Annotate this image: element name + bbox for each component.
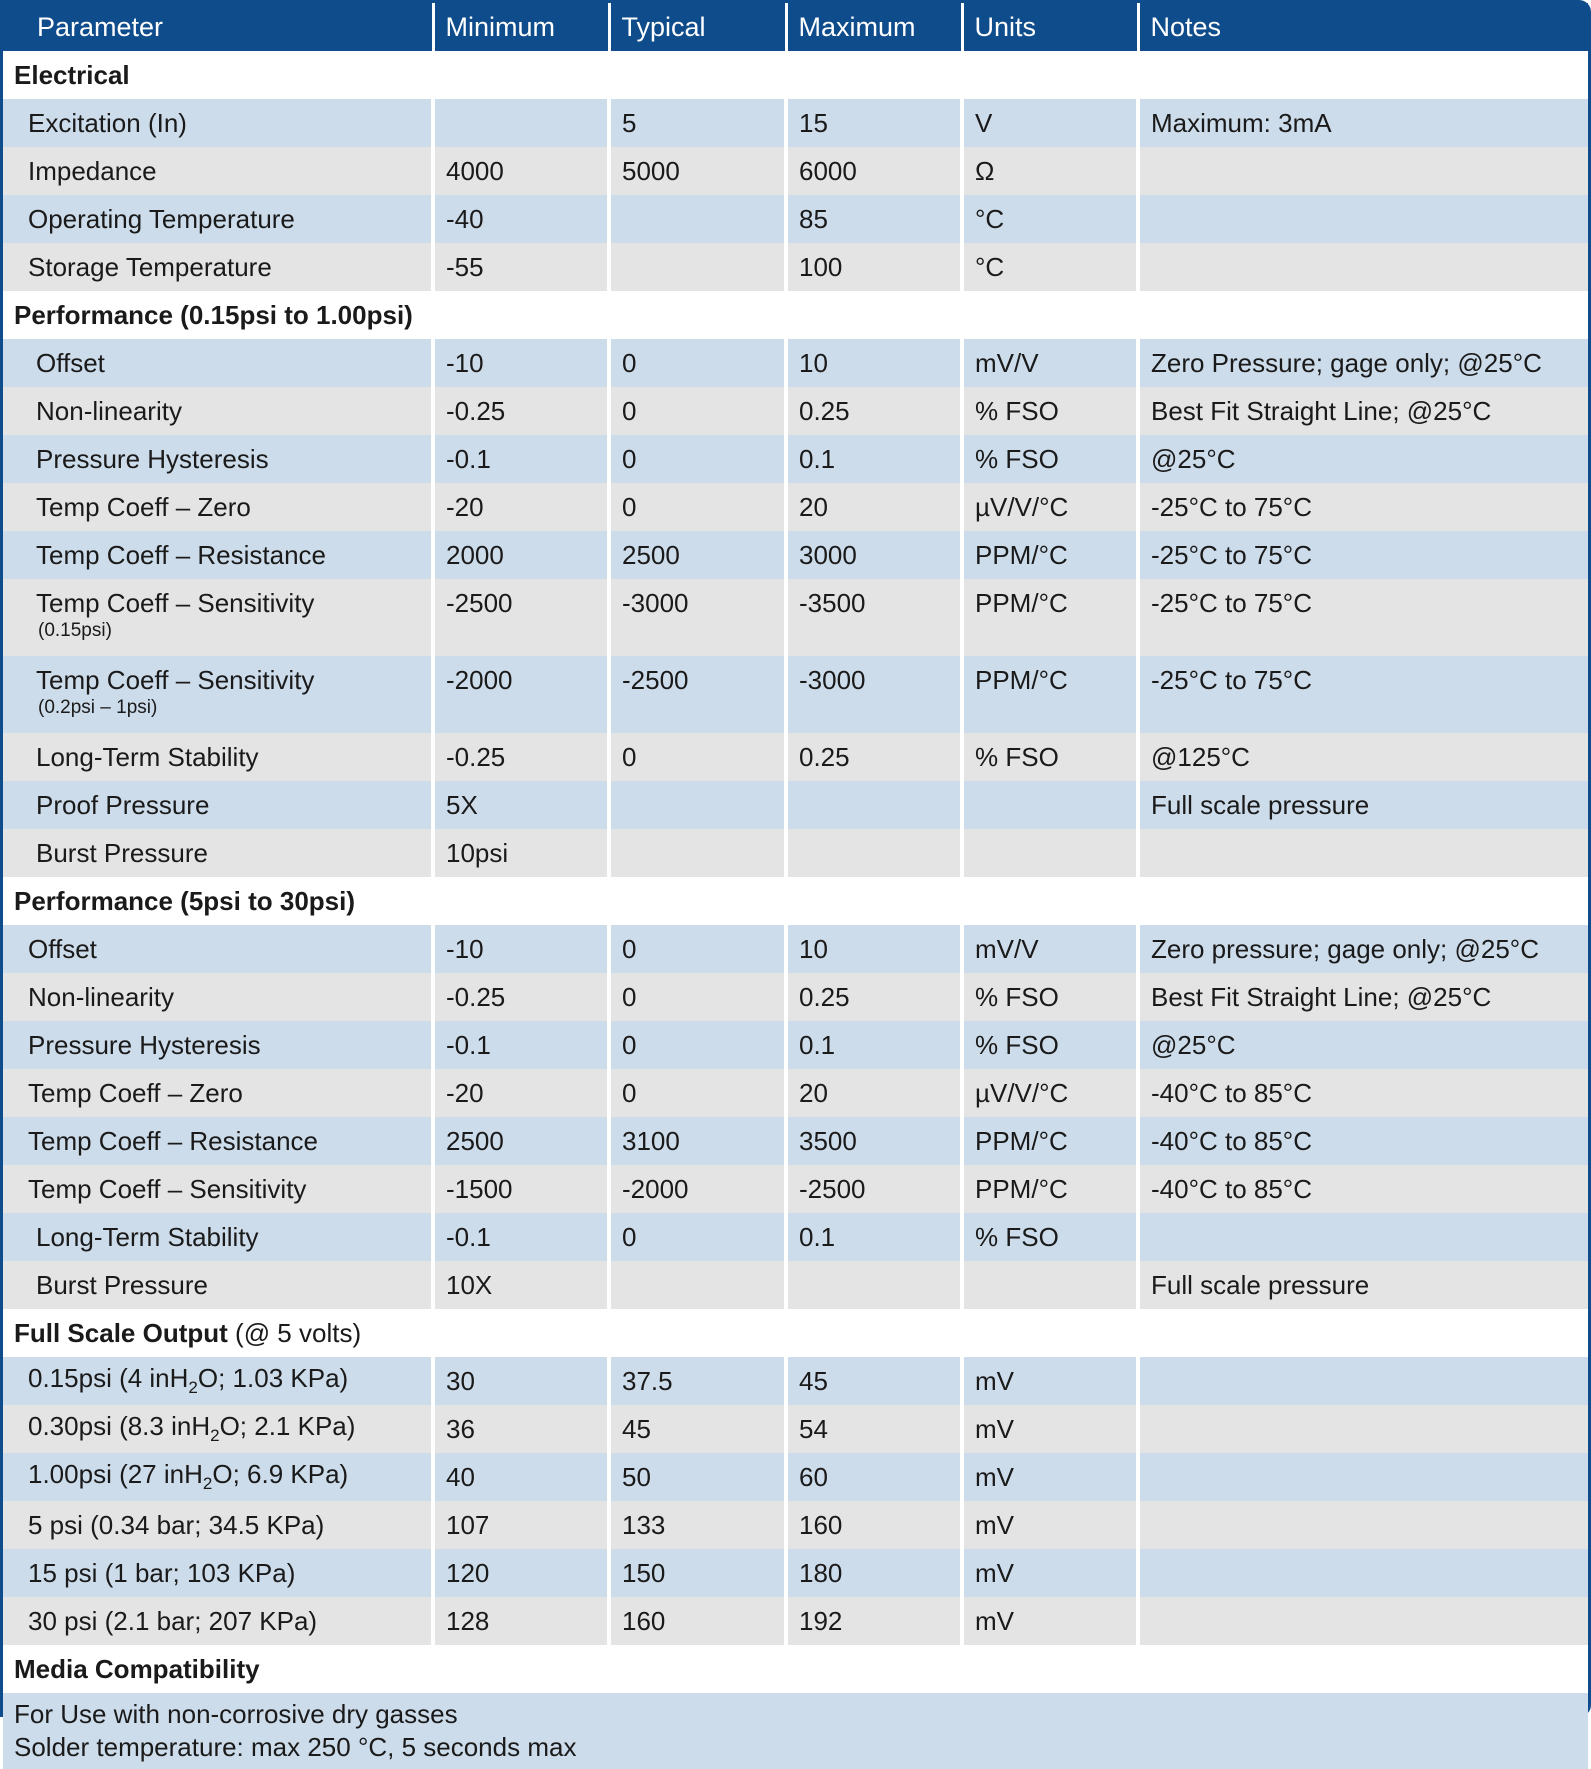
notes-cell bbox=[1138, 147, 1588, 195]
notes-cell bbox=[1138, 1357, 1588, 1405]
units-cell: mV bbox=[962, 1501, 1138, 1549]
max-cell: 192 bbox=[786, 1597, 962, 1645]
typ-cell: 0 bbox=[609, 483, 786, 531]
typ-cell: -2000 bbox=[609, 1165, 786, 1213]
notes-cell bbox=[1138, 1597, 1588, 1645]
units-cell: % FSO bbox=[962, 435, 1138, 483]
param-subnote: (0.15psi) bbox=[38, 620, 112, 641]
typ-cell: 0 bbox=[609, 387, 786, 435]
min-cell: 4000 bbox=[433, 147, 609, 195]
notes-cell: @25°C bbox=[1138, 435, 1588, 483]
param-cell: Non-linearity bbox=[3, 973, 433, 1021]
param-label: Temp Coeff – Sensitivity bbox=[36, 665, 315, 695]
table-row bbox=[3, 1453, 1588, 1501]
units-cell: PPM/°C bbox=[962, 1165, 1138, 1213]
param-cell: Operating Temperature bbox=[3, 195, 433, 243]
param-cell bbox=[3, 1453, 433, 1501]
subscript: 2 bbox=[202, 1474, 213, 1494]
min-cell: -0.1 bbox=[433, 1213, 609, 1261]
min-cell: -0.25 bbox=[433, 973, 609, 1021]
param-cell bbox=[3, 579, 433, 656]
param-text: 0.15psi (4 inH bbox=[28, 1363, 189, 1394]
units-cell: mV bbox=[962, 1597, 1138, 1645]
section-title-text: Full Scale Output bbox=[14, 1317, 228, 1348]
typ-cell: 5000 bbox=[609, 147, 786, 195]
typ-cell: -3000 bbox=[609, 579, 786, 656]
table-row bbox=[3, 339, 1588, 387]
min-cell: -40 bbox=[433, 195, 609, 243]
max-cell: 160 bbox=[786, 1501, 962, 1549]
table-row bbox=[3, 1213, 1588, 1261]
typ-cell bbox=[609, 243, 786, 291]
param-cell: Storage Temperature bbox=[3, 243, 433, 291]
col-header-units: Units bbox=[962, 3, 1138, 51]
table-row bbox=[3, 99, 1588, 147]
min-cell: 2500 bbox=[433, 1117, 609, 1165]
units-cell: mV bbox=[962, 1549, 1138, 1597]
min-cell: 36 bbox=[433, 1405, 609, 1453]
min-cell: 30 bbox=[433, 1357, 609, 1405]
notes-cell: Full scale pressure bbox=[1138, 1261, 1588, 1309]
min-cell: 120 bbox=[433, 1549, 609, 1597]
media-note-cell bbox=[3, 1693, 1588, 1769]
param-cell: Burst Pressure bbox=[3, 829, 433, 877]
max-cell: 0.1 bbox=[786, 435, 962, 483]
typ-cell: 0 bbox=[609, 925, 786, 973]
typ-cell: 0 bbox=[609, 1213, 786, 1261]
param-cell: 5 psi (0.34 bar; 34.5 KPa) bbox=[3, 1501, 433, 1549]
notes-cell bbox=[1138, 1501, 1588, 1549]
max-cell: 100 bbox=[786, 243, 962, 291]
max-cell: 15 bbox=[786, 99, 962, 147]
max-cell: -3500 bbox=[786, 579, 962, 656]
section-title-suffix: (@ 5 volts) bbox=[235, 1317, 362, 1348]
table-row bbox=[3, 195, 1588, 243]
typ-cell: -2500 bbox=[609, 656, 786, 733]
notes-cell: -25°C to 75°C bbox=[1138, 656, 1588, 733]
section-title-full-scale bbox=[3, 1309, 1588, 1357]
param-cell: Impedance bbox=[3, 147, 433, 195]
max-cell: 60 bbox=[786, 1453, 962, 1501]
max-cell: 10 bbox=[786, 925, 962, 973]
table-row bbox=[3, 781, 1588, 829]
typ-cell: 3100 bbox=[609, 1117, 786, 1165]
notes-cell: Zero Pressure; gage only; @25°C bbox=[1138, 339, 1588, 387]
param-cell: Proof Pressure bbox=[3, 781, 433, 829]
param-label: Temp Coeff – Sensitivity bbox=[36, 588, 315, 618]
notes-cell: -25°C to 75°C bbox=[1138, 531, 1588, 579]
notes-cell: -40°C to 85°C bbox=[1138, 1117, 1588, 1165]
units-cell: °C bbox=[962, 243, 1138, 291]
param-text: O; 2.1 KPa) bbox=[219, 1411, 356, 1442]
param-cell bbox=[3, 1405, 433, 1453]
units-cell: mV bbox=[962, 1357, 1138, 1405]
notes-cell: Best Fit Straight Line; @25°C bbox=[1138, 973, 1588, 1021]
notes-cell bbox=[1138, 1405, 1588, 1453]
section-title-performance-high: Performance (5psi to 30psi) bbox=[3, 877, 1588, 925]
units-cell: % FSO bbox=[962, 387, 1138, 435]
max-cell: 3500 bbox=[786, 1117, 962, 1165]
param-text: O; 6.9 KPa) bbox=[212, 1459, 349, 1490]
max-cell: 0.25 bbox=[786, 973, 962, 1021]
max-cell bbox=[786, 781, 962, 829]
typ-cell: 150 bbox=[609, 1549, 786, 1597]
max-cell: -2500 bbox=[786, 1165, 962, 1213]
units-cell bbox=[962, 781, 1138, 829]
param-cell: Burst Pressure bbox=[3, 1261, 433, 1309]
param-cell: Excitation (In) bbox=[3, 99, 433, 147]
notes-cell bbox=[1138, 1549, 1588, 1597]
table-row bbox=[3, 1549, 1588, 1597]
units-cell: mV bbox=[962, 1453, 1138, 1501]
table-row bbox=[3, 243, 1588, 291]
media-note-line: For Use with non-corrosive dry gasses bbox=[14, 1699, 458, 1729]
table-row bbox=[3, 531, 1588, 579]
min-cell: -0.1 bbox=[433, 435, 609, 483]
section-title-performance-low: Performance (0.15psi to 1.00psi) bbox=[3, 291, 1588, 339]
param-cell: Pressure Hysteresis bbox=[3, 435, 433, 483]
typ-cell: 0 bbox=[609, 1021, 786, 1069]
section-title-media: Media Compatibility bbox=[3, 1645, 1588, 1693]
table-row bbox=[3, 1117, 1588, 1165]
section-title-electrical: Electrical bbox=[3, 51, 1588, 99]
min-cell: -20 bbox=[433, 1069, 609, 1117]
subscript: 2 bbox=[210, 1426, 220, 1446]
param-text: 0.30psi (8.3 inH bbox=[28, 1411, 211, 1442]
min-cell: 10psi bbox=[433, 829, 609, 877]
param-cell: 15 psi (1 bar; 103 KPa) bbox=[3, 1549, 433, 1597]
notes-cell: @125°C bbox=[1138, 733, 1588, 781]
units-cell: % FSO bbox=[962, 1213, 1138, 1261]
media-note-row bbox=[3, 1693, 1588, 1769]
max-cell: 45 bbox=[786, 1357, 962, 1405]
max-cell: 10 bbox=[786, 339, 962, 387]
typ-cell bbox=[609, 829, 786, 877]
units-cell bbox=[962, 829, 1138, 877]
notes-cell: Maximum: 3mA bbox=[1138, 99, 1588, 147]
typ-cell bbox=[609, 781, 786, 829]
min-cell: 128 bbox=[433, 1597, 609, 1645]
table-row bbox=[3, 1405, 1588, 1453]
max-cell: 0.1 bbox=[786, 1021, 962, 1069]
param-cell: Temp Coeff – Sensitivity bbox=[3, 1165, 433, 1213]
table-row bbox=[3, 387, 1588, 435]
notes-cell bbox=[1138, 829, 1588, 877]
notes-cell: -40°C to 85°C bbox=[1138, 1069, 1588, 1117]
table-row bbox=[3, 579, 1588, 656]
notes-cell bbox=[1138, 243, 1588, 291]
min-cell: 40 bbox=[433, 1453, 609, 1501]
min-cell: -2500 bbox=[433, 579, 609, 656]
min-cell: 10X bbox=[433, 1261, 609, 1309]
param-cell: Temp Coeff – Resistance bbox=[3, 531, 433, 579]
max-cell: 0.25 bbox=[786, 387, 962, 435]
units-cell: µV/V/°C bbox=[962, 1069, 1138, 1117]
typ-cell: 0 bbox=[609, 435, 786, 483]
param-cell: Long-Term Stability bbox=[3, 1213, 433, 1261]
section-row bbox=[3, 1309, 1588, 1357]
notes-cell: -25°C to 75°C bbox=[1138, 579, 1588, 656]
max-cell: 180 bbox=[786, 1549, 962, 1597]
max-cell: 0.25 bbox=[786, 733, 962, 781]
table-row bbox=[3, 1261, 1588, 1309]
typ-cell: 37.5 bbox=[609, 1357, 786, 1405]
table-row bbox=[3, 925, 1588, 973]
section-row bbox=[3, 291, 1588, 339]
header-row bbox=[3, 3, 1588, 51]
param-cell: Non-linearity bbox=[3, 387, 433, 435]
table-row bbox=[3, 435, 1588, 483]
typ-cell: 133 bbox=[609, 1501, 786, 1549]
param-cell: Temp Coeff – Zero bbox=[3, 483, 433, 531]
units-cell: PPM/°C bbox=[962, 579, 1138, 656]
col-header-typical: Typical bbox=[609, 3, 786, 51]
notes-cell: Full scale pressure bbox=[1138, 781, 1588, 829]
param-cell: Offset bbox=[3, 339, 433, 387]
table-row bbox=[3, 973, 1588, 1021]
col-header-minimum: Minimum bbox=[433, 3, 609, 51]
min-cell: 5X bbox=[433, 781, 609, 829]
param-text: O; 1.03 KPa) bbox=[197, 1363, 349, 1394]
table-row bbox=[3, 1597, 1588, 1645]
units-cell: µV/V/°C bbox=[962, 483, 1138, 531]
notes-cell bbox=[1138, 1453, 1588, 1501]
typ-cell: 0 bbox=[609, 1069, 786, 1117]
min-cell: 107 bbox=[433, 1501, 609, 1549]
max-cell: 20 bbox=[786, 1069, 962, 1117]
typ-cell: 0 bbox=[609, 733, 786, 781]
typ-cell: 50 bbox=[609, 1453, 786, 1501]
table-row bbox=[3, 1501, 1588, 1549]
param-cell: Long-Term Stability bbox=[3, 733, 433, 781]
col-header-maximum: Maximum bbox=[786, 3, 962, 51]
table-row bbox=[3, 147, 1588, 195]
table-row bbox=[3, 1069, 1588, 1117]
media-note-line: Solder temperature: max 250 °C, 5 seconds max bbox=[14, 1732, 577, 1762]
min-cell: -10 bbox=[433, 925, 609, 973]
units-cell: % FSO bbox=[962, 733, 1138, 781]
notes-cell: @25°C bbox=[1138, 1021, 1588, 1069]
units-cell: V bbox=[962, 99, 1138, 147]
table-row bbox=[3, 1021, 1588, 1069]
max-cell: 20 bbox=[786, 483, 962, 531]
section-row bbox=[3, 1645, 1588, 1693]
notes-cell: Best Fit Straight Line; @25°C bbox=[1138, 387, 1588, 435]
units-cell: mV/V bbox=[962, 339, 1138, 387]
table-row bbox=[3, 656, 1588, 733]
min-cell: -20 bbox=[433, 483, 609, 531]
notes-cell: -25°C to 75°C bbox=[1138, 483, 1588, 531]
min-cell: 2000 bbox=[433, 531, 609, 579]
param-cell: Temp Coeff – Resistance bbox=[3, 1117, 433, 1165]
min-cell: -1500 bbox=[433, 1165, 609, 1213]
min-cell: -55 bbox=[433, 243, 609, 291]
notes-cell: Zero pressure; gage only; @25°C bbox=[1138, 925, 1588, 973]
table-row bbox=[3, 1357, 1588, 1405]
specifications-table bbox=[3, 3, 1588, 1769]
units-cell: °C bbox=[962, 195, 1138, 243]
typ-cell bbox=[609, 195, 786, 243]
units-cell: mV bbox=[962, 1405, 1138, 1453]
max-cell bbox=[786, 829, 962, 877]
table-row bbox=[3, 733, 1588, 781]
max-cell bbox=[786, 1261, 962, 1309]
min-cell: -10 bbox=[433, 339, 609, 387]
col-header-parameter: Parameter bbox=[3, 3, 433, 51]
typ-cell: 45 bbox=[609, 1405, 786, 1453]
max-cell: -3000 bbox=[786, 656, 962, 733]
section-row bbox=[3, 51, 1588, 99]
max-cell: 3000 bbox=[786, 531, 962, 579]
param-cell bbox=[3, 1357, 433, 1405]
units-cell: mV/V bbox=[962, 925, 1138, 973]
units-cell: % FSO bbox=[962, 1021, 1138, 1069]
table-row bbox=[3, 483, 1588, 531]
table-row bbox=[3, 1165, 1588, 1213]
units-cell: % FSO bbox=[962, 973, 1138, 1021]
param-cell bbox=[3, 656, 433, 733]
min-cell: -0.25 bbox=[433, 387, 609, 435]
units-cell bbox=[962, 1261, 1138, 1309]
max-cell: 0.1 bbox=[786, 1213, 962, 1261]
param-cell: Pressure Hysteresis bbox=[3, 1021, 433, 1069]
param-cell: Temp Coeff – Zero bbox=[3, 1069, 433, 1117]
max-cell: 54 bbox=[786, 1405, 962, 1453]
min-cell: -0.1 bbox=[433, 1021, 609, 1069]
subscript: 2 bbox=[188, 1378, 198, 1398]
col-header-notes: Notes bbox=[1138, 3, 1588, 51]
min-cell: -2000 bbox=[433, 656, 609, 733]
units-cell: PPM/°C bbox=[962, 1117, 1138, 1165]
units-cell: PPM/°C bbox=[962, 531, 1138, 579]
param-text: 1.00psi (27 inH bbox=[28, 1459, 203, 1490]
section-row bbox=[3, 877, 1588, 925]
notes-cell bbox=[1138, 1213, 1588, 1261]
param-cell: 30 psi (2.1 bar; 207 KPa) bbox=[3, 1597, 433, 1645]
max-cell: 6000 bbox=[786, 147, 962, 195]
units-cell: Ω bbox=[962, 147, 1138, 195]
notes-cell: -40°C to 85°C bbox=[1138, 1165, 1588, 1213]
param-subnote: (0.2psi – 1psi) bbox=[38, 697, 158, 718]
min-cell: -0.25 bbox=[433, 733, 609, 781]
typ-cell: 0 bbox=[609, 339, 786, 387]
typ-cell: 0 bbox=[609, 973, 786, 1021]
table-row bbox=[3, 829, 1588, 877]
typ-cell bbox=[609, 1261, 786, 1309]
typ-cell: 160 bbox=[609, 1597, 786, 1645]
notes-cell bbox=[1138, 195, 1588, 243]
units-cell: PPM/°C bbox=[962, 656, 1138, 733]
typ-cell: 2500 bbox=[609, 531, 786, 579]
param-cell: Offset bbox=[3, 925, 433, 973]
max-cell: 85 bbox=[786, 195, 962, 243]
typ-cell: 5 bbox=[609, 99, 786, 147]
min-cell bbox=[433, 99, 609, 147]
